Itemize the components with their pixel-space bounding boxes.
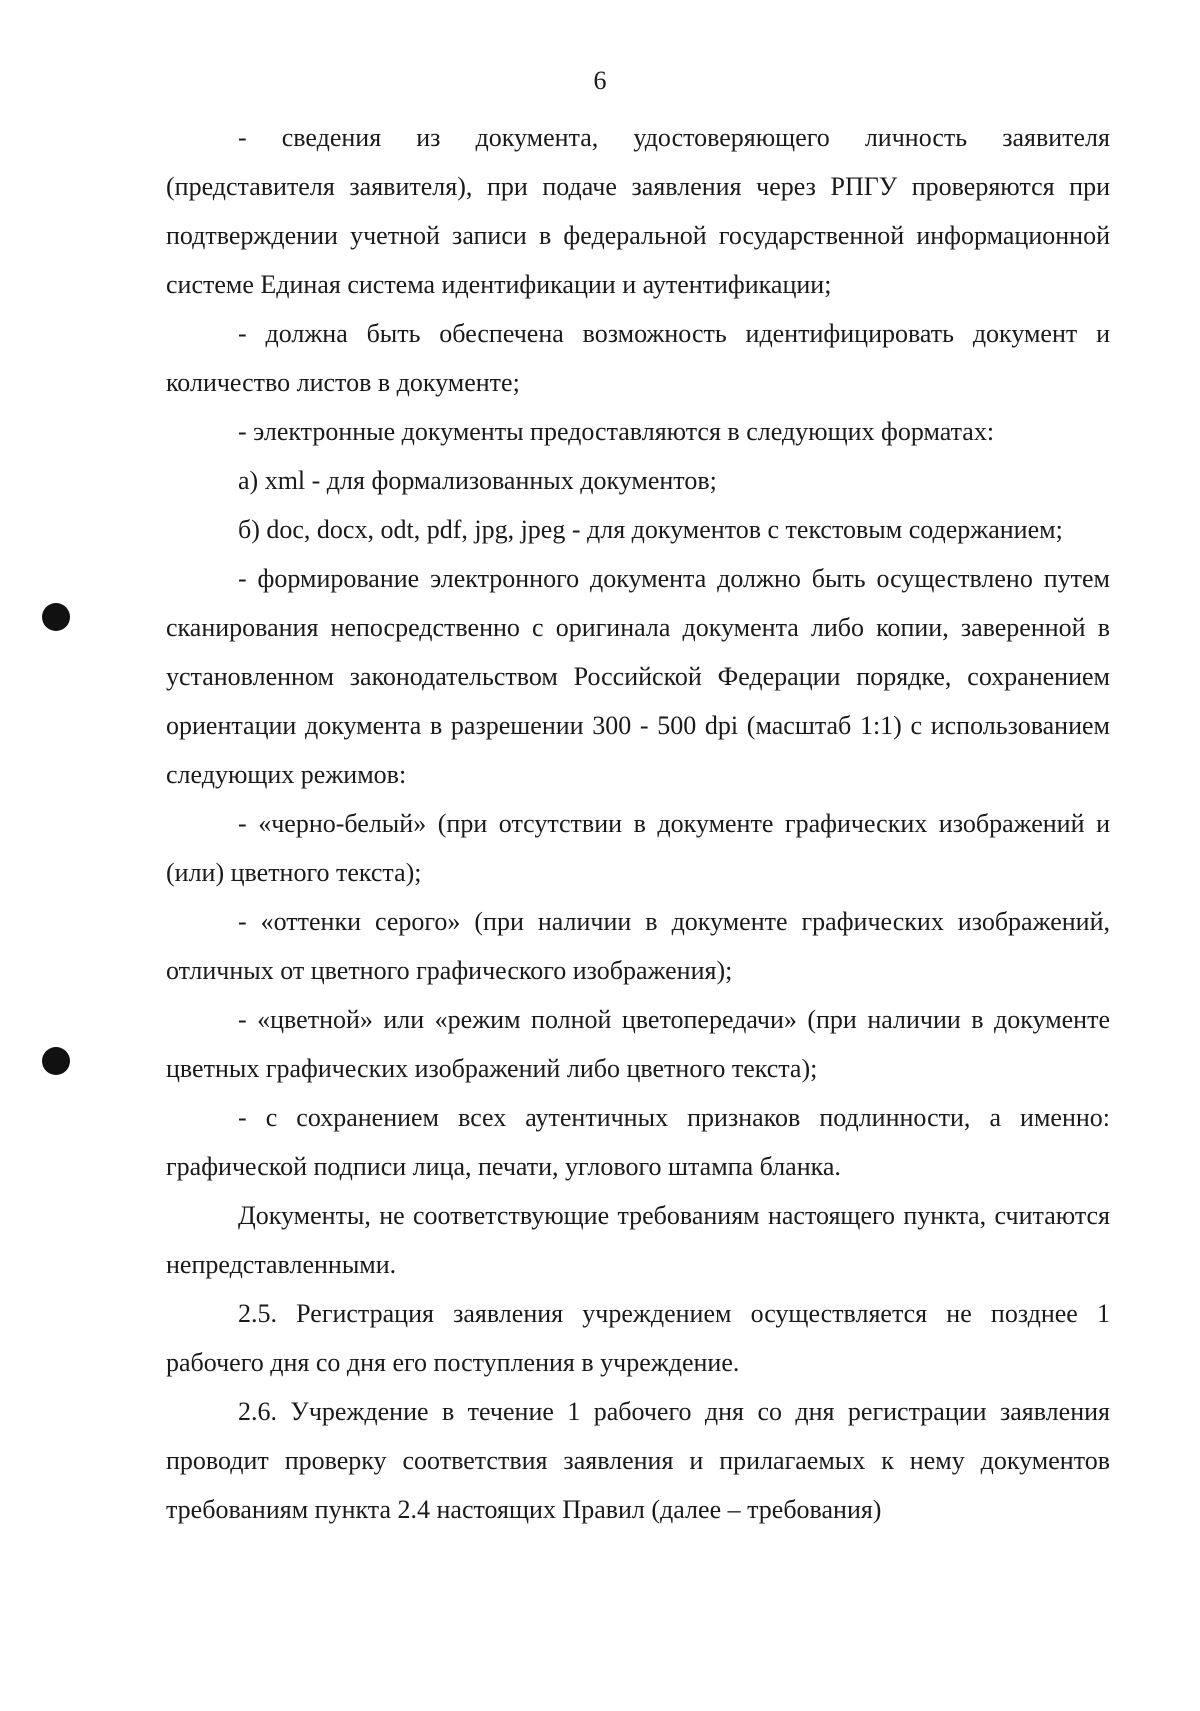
paragraph-scanning-requirements: - формирование электронного документа должно быть осуществлено путем сканирования непосредственно с оригинала документа либо копии, заверенной в установленном законодательством Российской Федерации порядке, сохранением ориентации документа в разрешении 300 - 500 dpi (масштаб 1:1) с использованием следующих режимов: — [166, 564, 1110, 789]
paragraph-format-text: б) doc, docx, odt, pdf, jpg, jpeg - для документов с текстовым содержанием; — [238, 515, 1063, 544]
paragraph-mode-grayscale: - «оттенки серого» (при наличии в документе графических изображений, отличных от цветного графического изображения); — [166, 907, 1110, 985]
paragraph-non-compliant: Документы, не соответствующие требованиям настоящего пункта, считаются непредставленными. — [166, 1201, 1110, 1279]
document-body — [166, 113, 1110, 1534]
paragraph-2-6-verification: 2.6. Учреждение в течение 1 рабочего дня со дня регистрации заявления проводит проверку соответствия заявления и прилагаемых к нему документов требованиям пункта 2.4 настоящих Правил (далее – требования) — [166, 1397, 1110, 1524]
paragraph-mode-black-white: - «черно-белый» (при отсутствии в документе графических изображений и (или) цветного текста); — [166, 809, 1110, 887]
paragraph-mode-color: - «цветной» или «режим полной цветопередачи» (при наличии в документе цветных графических изображений либо цветного текста); — [166, 1005, 1110, 1083]
punch-hole-mark — [42, 1047, 70, 1075]
page-number: 6 — [593, 66, 607, 95]
punch-hole-mark — [42, 603, 70, 631]
paragraph-identity-verification: - сведения из документа, удостоверяющего личность заявителя (представителя заявителя), при подаче заявления через РПГУ проверяются при подтверждении учетной записи в федеральной государственной информационной системе Единая система идентификации и аутентификации; — [166, 123, 1110, 299]
paragraph-format-xml: а) xml - для формализованных документов; — [238, 466, 717, 495]
paragraph-2-5-registration: 2.5. Регистрация заявления учреждением осуществляется не позднее 1 рабочего дня со дня его поступления в учреждение. — [166, 1299, 1110, 1377]
paragraph-formats-intro: - электронные документы предоставляются в следующих форматах: — [238, 417, 995, 446]
paragraph-document-identification: - должна быть обеспечена возможность идентифицировать документ и количество листов в документе; — [166, 319, 1110, 397]
paragraph-authenticity: - с сохранением всех аутентичных признаков подлинности, а именно: графической подписи лица, печати, углового штампа бланка. — [166, 1103, 1110, 1181]
